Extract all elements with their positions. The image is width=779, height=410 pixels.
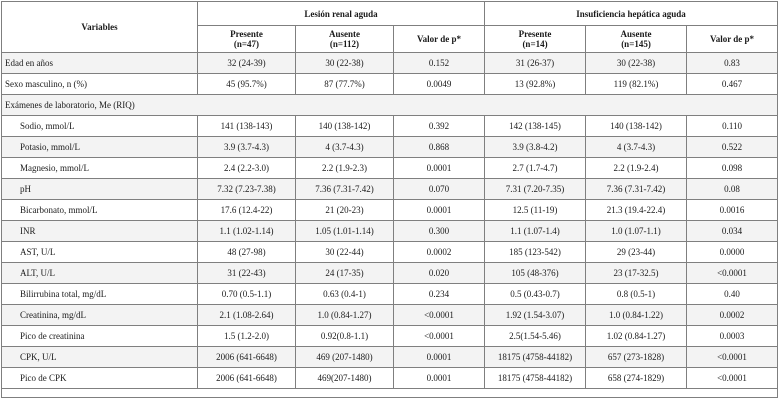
table-bottom-cell [2,389,778,398]
cell-renal-present: 7.32 (7.23-7.38) [198,179,296,200]
row-label: Pico de creatinina [2,326,198,347]
group-header-renal: Lesión renal aguda [198,2,485,26]
subheader-hepatic-present: Presente (n=14) [485,26,586,53]
results-table [1,1,778,398]
cell-renal-present: 1.5 (1.2-2.0) [198,326,296,347]
cell-renal-pvalue: 0.0002 [394,242,485,263]
cell-renal-present: 2006 (641-6648) [198,368,296,389]
cell-hepatic-present: 13 (92.8%) [485,74,586,95]
cell-renal-pvalue: 0.0001 [394,200,485,221]
row-label: Magnesio, mmol/L [2,158,198,179]
cell-hepatic-absent: 0.8 (0.5-1) [586,284,687,305]
cell-renal-absent: 469(207-1480) [296,368,394,389]
cell-hepatic-absent: 21.3 (19.4-22.4) [586,200,687,221]
group-header-hepatic: Insuficiencia hepática aguda [485,2,778,26]
row-label: Sexo masculino, n (%) [2,74,198,95]
row-label: Potasio, mmol/L [2,137,198,158]
cell-hepatic-present: 142 (138-145) [485,116,586,137]
cell-hepatic-pvalue: <0.0001 [687,368,778,389]
cell-renal-absent: 0.92(0.8-1.1) [296,326,394,347]
cell-hepatic-absent: 658 (274-1829) [586,368,687,389]
cell-hepatic-pvalue: 0.467 [687,74,778,95]
cell-renal-present: 2.1 (1.08-2.64) [198,305,296,326]
cell-hepatic-present: 18175 (4758-44182) [485,368,586,389]
cell-renal-absent: 1.05 (1.01-1.14) [296,221,394,242]
row-label: Creatinina, mg/dL [2,305,198,326]
cell-hepatic-pvalue: 0.0000 [687,242,778,263]
cell-renal-absent: 30 (22-44) [296,242,394,263]
table-bottom-row [2,389,778,398]
table-row [2,137,778,158]
cell-renal-absent: 140 (138-142) [296,116,394,137]
cell-renal-present: 32 (24-39) [198,53,296,74]
cell-hepatic-present: 31 (26-37) [485,53,586,74]
cell-renal-present: 141 (138-143) [198,116,296,137]
table-row [2,347,778,368]
row-label: CPK, U/L [2,347,198,368]
cell-hepatic-pvalue: 0.83 [687,53,778,74]
cell-hepatic-absent: 657 (273-1828) [586,347,687,368]
cell-renal-absent: 7.36 (7.31-7.42) [296,179,394,200]
cell-renal-pvalue: 0.868 [394,137,485,158]
table-row [2,368,778,389]
cell-renal-present: 48 (27-98) [198,242,296,263]
cell-hepatic-absent: 4 (3.7-4.3) [586,137,687,158]
row-label: Pico de CPK [2,368,198,389]
subheader-hepatic-absent: Ausente (n=145) [586,26,687,53]
table-row [2,221,778,242]
cell-renal-pvalue: 0.392 [394,116,485,137]
cell-renal-present: 45 (95.7%) [198,74,296,95]
cell-hepatic-present: 2.5(1.54-5.46) [485,326,586,347]
cell-hepatic-pvalue: 0.40 [687,284,778,305]
cell-renal-pvalue: 0.0001 [394,347,485,368]
cell-hepatic-absent: 1.0 (1.07-1.1) [586,221,687,242]
cell-hepatic-absent: 23 (17-32.5) [586,263,687,284]
subheader-hepatic-pvalue: Valor de p* [687,26,778,53]
row-label: Sodio, mmol/L [2,116,198,137]
row-label: Bilirrubina total, mg/dL [2,284,198,305]
row-label: pH [2,179,198,200]
cell-renal-absent: 2.2 (1.9-2.3) [296,158,394,179]
cell-hepatic-absent: 1.02 (0.84-1.27) [586,326,687,347]
cell-hepatic-pvalue: 0.0003 [687,326,778,347]
lab-rows [2,116,778,389]
cell-renal-pvalue: 0.0049 [394,74,485,95]
section-label: Exámenes de laboratorio, Me (RIQ) [2,95,778,116]
cell-renal-pvalue: 0.152 [394,53,485,74]
cell-hepatic-present: 7.31 (7.20-7.35) [485,179,586,200]
cell-hepatic-present: 18175 (4758-44182) [485,347,586,368]
cell-hepatic-present: 105 (48-376) [485,263,586,284]
subheader-renal-present: Presente (n=47) [198,26,296,53]
cell-renal-absent: 30 (22-38) [296,53,394,74]
cell-renal-absent: 4 (3.7-4.3) [296,137,394,158]
header-row-groups [2,2,778,26]
cell-hepatic-pvalue: 0.08 [687,179,778,200]
row-label: AST, U/L [2,242,198,263]
cell-hepatic-absent: 30 (22-38) [586,53,687,74]
cell-renal-present: 17.6 (12.4-22) [198,200,296,221]
cell-hepatic-present: 185 (123-542) [485,242,586,263]
table-row [2,179,778,200]
cell-renal-present: 2.4 (2.2-3.0) [198,158,296,179]
cell-hepatic-pvalue: 0.0002 [687,305,778,326]
cell-hepatic-absent: 2.2 (1.9-2.4) [586,158,687,179]
table-row [2,74,778,95]
variables-header: Variables [2,2,198,53]
cell-hepatic-pvalue: <0.0001 [687,263,778,284]
cell-renal-pvalue: 0.070 [394,179,485,200]
table-row [2,263,778,284]
cell-hepatic-absent: 119 (82.1%) [586,74,687,95]
cell-renal-present: 3.9 (3.7-4.3) [198,137,296,158]
cell-hepatic-present: 2.7 (1.7-4.7) [485,158,586,179]
cell-renal-absent: 1.0 (0.84-1.27) [296,305,394,326]
cell-hepatic-present: 0.5 (0.43-0.7) [485,284,586,305]
cell-renal-present: 2006 (641-6648) [198,347,296,368]
cell-hepatic-present: 3.9 (3.8-4.2) [485,137,586,158]
subheader-renal-pvalue: Valor de p* [394,26,485,53]
table-row [2,200,778,221]
cell-hepatic-absent: 7.36 (7.31-7.42) [586,179,687,200]
section-row [2,95,778,116]
table-row [2,326,778,347]
cell-hepatic-present: 1.92 (1.54-3.07) [485,305,586,326]
cell-hepatic-pvalue: 0.034 [687,221,778,242]
cell-renal-pvalue: <0.0001 [394,305,485,326]
row-label: ALT, U/L [2,263,198,284]
cell-hepatic-pvalue: <0.0001 [687,347,778,368]
cell-hepatic-pvalue: 0.0016 [687,200,778,221]
table-row [2,242,778,263]
cell-renal-absent: 87 (77.7%) [296,74,394,95]
row-label: Edad en años [2,53,198,74]
cell-hepatic-absent: 1.0 (0.84-1.22) [586,305,687,326]
cell-renal-pvalue: 0.0001 [394,368,485,389]
cell-hepatic-pvalue: 0.110 [687,116,778,137]
cell-renal-absent: 0.63 (0.4-1) [296,284,394,305]
cell-renal-absent: 469 (207-1480) [296,347,394,368]
cell-renal-present: 0.70 (0.5-1.1) [198,284,296,305]
cell-renal-pvalue: 0.234 [394,284,485,305]
table-row [2,158,778,179]
cell-hepatic-pvalue: 0.098 [687,158,778,179]
cell-renal-absent: 21 (20-23) [296,200,394,221]
row-label: Bicarbonato, mmol/L [2,200,198,221]
table-row [2,305,778,326]
cell-hepatic-absent: 29 (23-44) [586,242,687,263]
cell-hepatic-pvalue: 0.522 [687,137,778,158]
subheader-renal-absent: Ausente (n=112) [296,26,394,53]
cell-renal-pvalue: <0.0001 [394,326,485,347]
row-label: INR [2,221,198,242]
table-row [2,116,778,137]
cell-renal-pvalue: 0.020 [394,263,485,284]
cell-renal-present: 1.1 (1.02-1.14) [198,221,296,242]
cell-renal-pvalue: 0.300 [394,221,485,242]
cell-hepatic-present: 1.1 (1.07-1.4) [485,221,586,242]
cell-renal-present: 31 (22-43) [198,263,296,284]
table-row [2,284,778,305]
cell-hepatic-present: 12.5 (11-19) [485,200,586,221]
cell-renal-absent: 24 (17-35) [296,263,394,284]
cell-renal-pvalue: 0.0001 [394,158,485,179]
cell-hepatic-absent: 140 (138-142) [586,116,687,137]
table-row [2,53,778,74]
